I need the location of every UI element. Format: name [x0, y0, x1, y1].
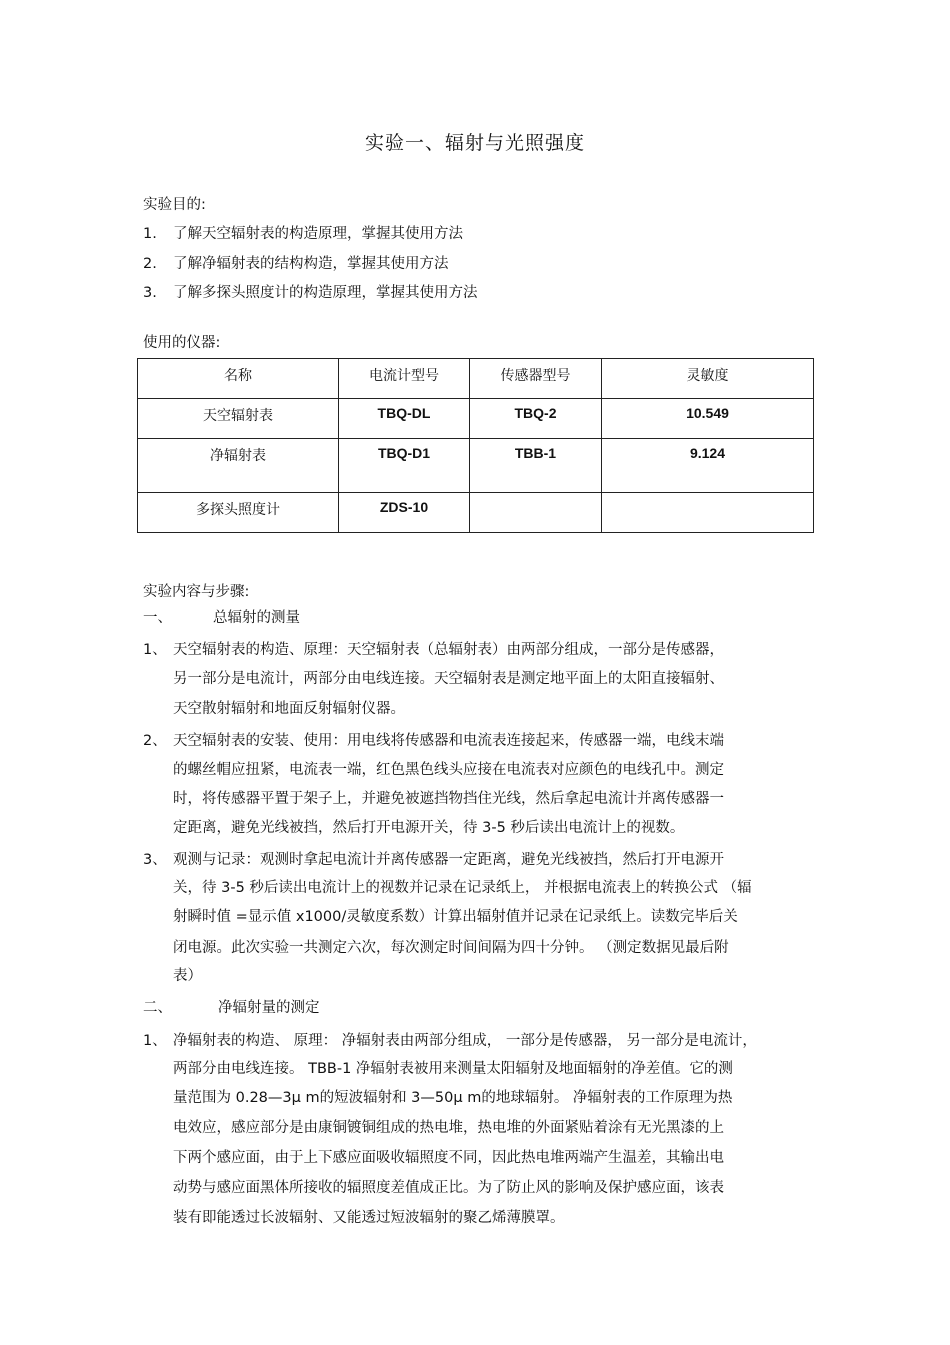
purpose-item-number: 3. [143, 285, 157, 301]
header-cell: 传感器型号 [470, 359, 602, 399]
section-title: 净辐射量的测定 [218, 1000, 320, 1016]
page-title: 实验一、辐射与光照强度 [364, 132, 585, 154]
step-number: 1、 [143, 642, 167, 658]
purpose-heading: 实验目的: [143, 197, 206, 213]
step-line: 时，将传感器平置于架子上，并避免被遮挡物挡住光线，然后拿起电流计并离传感器一 [173, 791, 724, 807]
step-line: 观测与记录：观测时拿起电流计并离传感器一定距离，避免光线被挡，然后打开电源开 [173, 852, 724, 868]
table-cell: 天空辐射表 [138, 399, 339, 439]
table-row [138, 399, 814, 439]
step-line: 净辐射表的构造、 原理： 净辐射表由两部分组成， 一部分是传感器， 另一部分是电流计， [173, 1033, 757, 1049]
table-row [138, 493, 814, 533]
table-cell: TBQ-2 [470, 399, 602, 439]
step-line: 表） [173, 968, 202, 984]
table-cell: 10.549 [602, 399, 814, 439]
header-cell: 名称 [138, 359, 339, 399]
step-line: 定距离，避免光线被挡，然后打开电源开关，待 3-5 秒后读出电流计上的视数。 [173, 820, 685, 836]
step-line: 闭电源。此次实验一共测定六次，每次测定时间间隔为四十分钟。 （测定数据见最后附 [173, 940, 729, 956]
table-row [138, 439, 814, 493]
section-number: 一、 [143, 610, 172, 626]
table-cell: TBQ-DL [339, 399, 470, 439]
purpose-item-number: 2. [143, 256, 157, 272]
step-line: 电效应，感应部分是由康铜镀铜组成的热电堆，热电堆的外面紧贴着涂有无光黑漆的上 [173, 1120, 724, 1136]
content-heading: 实验内容与步骤: [143, 584, 250, 600]
header-cell: 灵敏度 [602, 359, 814, 399]
section-title: 总辐射的测量 [213, 610, 300, 626]
step-line: 两部分由电线连接。 TBB-1 净辐射表被用来测量太阳辐射及地面辐射的净差值。它的测 [173, 1061, 733, 1077]
purpose-item-text: 了解净辐射表的结构构造，掌握其使用方法 [173, 256, 449, 272]
header-cell: 电流计型号 [339, 359, 470, 399]
table-cell [602, 493, 814, 533]
purpose-item-text: 了解多探头照度计的构造原理，掌握其使用方法 [173, 285, 478, 301]
purpose-item-text: 了解天空辐射表的构造原理，掌握其使用方法 [173, 226, 463, 242]
step-line: 装有即能透过长波辐射、又能透过短波辐射的聚乙烯薄膜罩。 [173, 1210, 565, 1226]
table-cell: TBB-1 [470, 439, 602, 493]
instruments-table [137, 358, 814, 533]
step-number: 3、 [143, 852, 167, 868]
step-line: 的螺丝帽应扭紧，电流表一端，红色黑色线头应接在电流表对应颜色的电线孔中。测定 [173, 762, 724, 778]
instruments-heading: 使用的仪器: [143, 335, 221, 351]
step-line: 天空辐射表的安装、使用：用电线将传感器和电流表连接起来，传感器一端，电线末端 [173, 733, 724, 749]
step-number: 1、 [143, 1033, 167, 1049]
step-line: 动势与感应面黑体所接收的辐照度差值成正比。为了防止风的影响及保护感应面，该表 [173, 1180, 724, 1196]
step-line: 射瞬时值 =显示值 x1000/灵敏度系数）计算出辐射值并记录在记录纸上。读数完毕后关 [173, 909, 738, 925]
table-cell: ZDS-10 [339, 493, 470, 533]
step-line: 天空散射辐射和地面反射辐射仪器。 [173, 701, 405, 717]
step-line: 关，待 3-5 秒后读出电流计上的视数并记录在记录纸上， 并根据电流表上的转换公式 （辐 [173, 880, 752, 896]
section-number: 二、 [143, 1000, 172, 1016]
table-cell [470, 493, 602, 533]
table-header-row [138, 359, 814, 399]
step-number: 2、 [143, 733, 167, 749]
purpose-item-number: 1. [143, 226, 157, 242]
table-cell: 多探头照度计 [138, 493, 339, 533]
table-cell: 9.124 [602, 439, 814, 493]
step-line: 下两个感应面，由于上下感应面吸收辐照度不同，因此热电堆两端产生温差，其输出电 [173, 1150, 724, 1166]
step-line: 量范围为 0.28—3μ m的短波辐射和 3—50μ m的地球辐射。 净辐射表的工作原理为热 [173, 1090, 733, 1106]
table-cell: 净辐射表 [138, 439, 339, 493]
step-line: 另一部分是电流计，两部分由电线连接。天空辐射表是测定地平面上的太阳直接辐射、 [173, 671, 724, 687]
table-cell: TBQ-D1 [339, 439, 470, 493]
step-line: 天空辐射表的构造、原理：天空辐射表（总辐射表）由两部分组成，一部分是传感器， [173, 642, 724, 658]
